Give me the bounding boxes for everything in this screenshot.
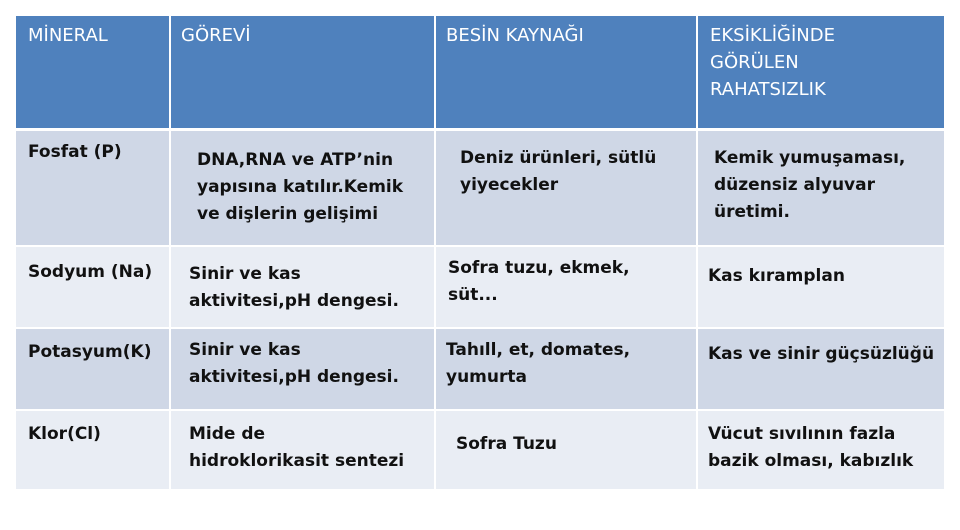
mineral-cell: Potasyum(K) (16, 329, 171, 409)
table-row (16, 411, 944, 489)
mineral-cell: Sodyum (Na) (16, 247, 171, 327)
gorevi-cell: DNA,RNA ve ATP’nin yapısına katılır.Kemik ve dişlerin gelişimi (171, 131, 436, 245)
gorevi-cell: Mide de hidroklorikasit sentezi (171, 411, 436, 489)
gorevi-cell: Sinir ve kas aktivitesi,pH dengesi. (171, 247, 436, 327)
table-row (16, 247, 944, 329)
mineral-cell: Klor(Cl) (16, 411, 171, 489)
header-mineral: MİNERAL (16, 16, 171, 128)
rahatsizlik-cell: Vücut sıvılının fazla bazik olması, kabızlık (708, 424, 914, 471)
kaynak-cell: Sofra Tuzu (436, 411, 698, 489)
rahatsizlik-cell: Kas kıramplan (708, 266, 845, 286)
kaynak-cell: Sofra tuzu, ekmek, süt... (436, 247, 698, 327)
header-eksiklik: EKSİKLİĞİNDE GÖRÜLEN RAHATSIZLIK (710, 25, 836, 100)
table-row (16, 329, 944, 411)
minerals-table (16, 16, 944, 489)
mineral-cell: Fosfat (P) (16, 131, 171, 245)
table-row (16, 131, 944, 247)
table-header-row (16, 16, 944, 131)
kaynak-cell: Deniz ürünleri, sütlü yiyecekler (436, 131, 698, 245)
kaynak-cell: Tahıll, et, domates, yumurta (436, 329, 698, 409)
rahatsizlik-cell: Kas ve sinir güçsüzlüğü (708, 344, 935, 364)
gorevi-cell: Sinir ve kas aktivitesi,pH dengesi. (171, 329, 436, 409)
header-gorevi: GÖREVİ (171, 16, 436, 128)
header-besin-kaynagi: BESİN KAYNAĞI (436, 16, 698, 128)
rahatsizlik-cell: Kemik yumuşaması, düzensiz alyuvar üretimi. (714, 148, 906, 222)
